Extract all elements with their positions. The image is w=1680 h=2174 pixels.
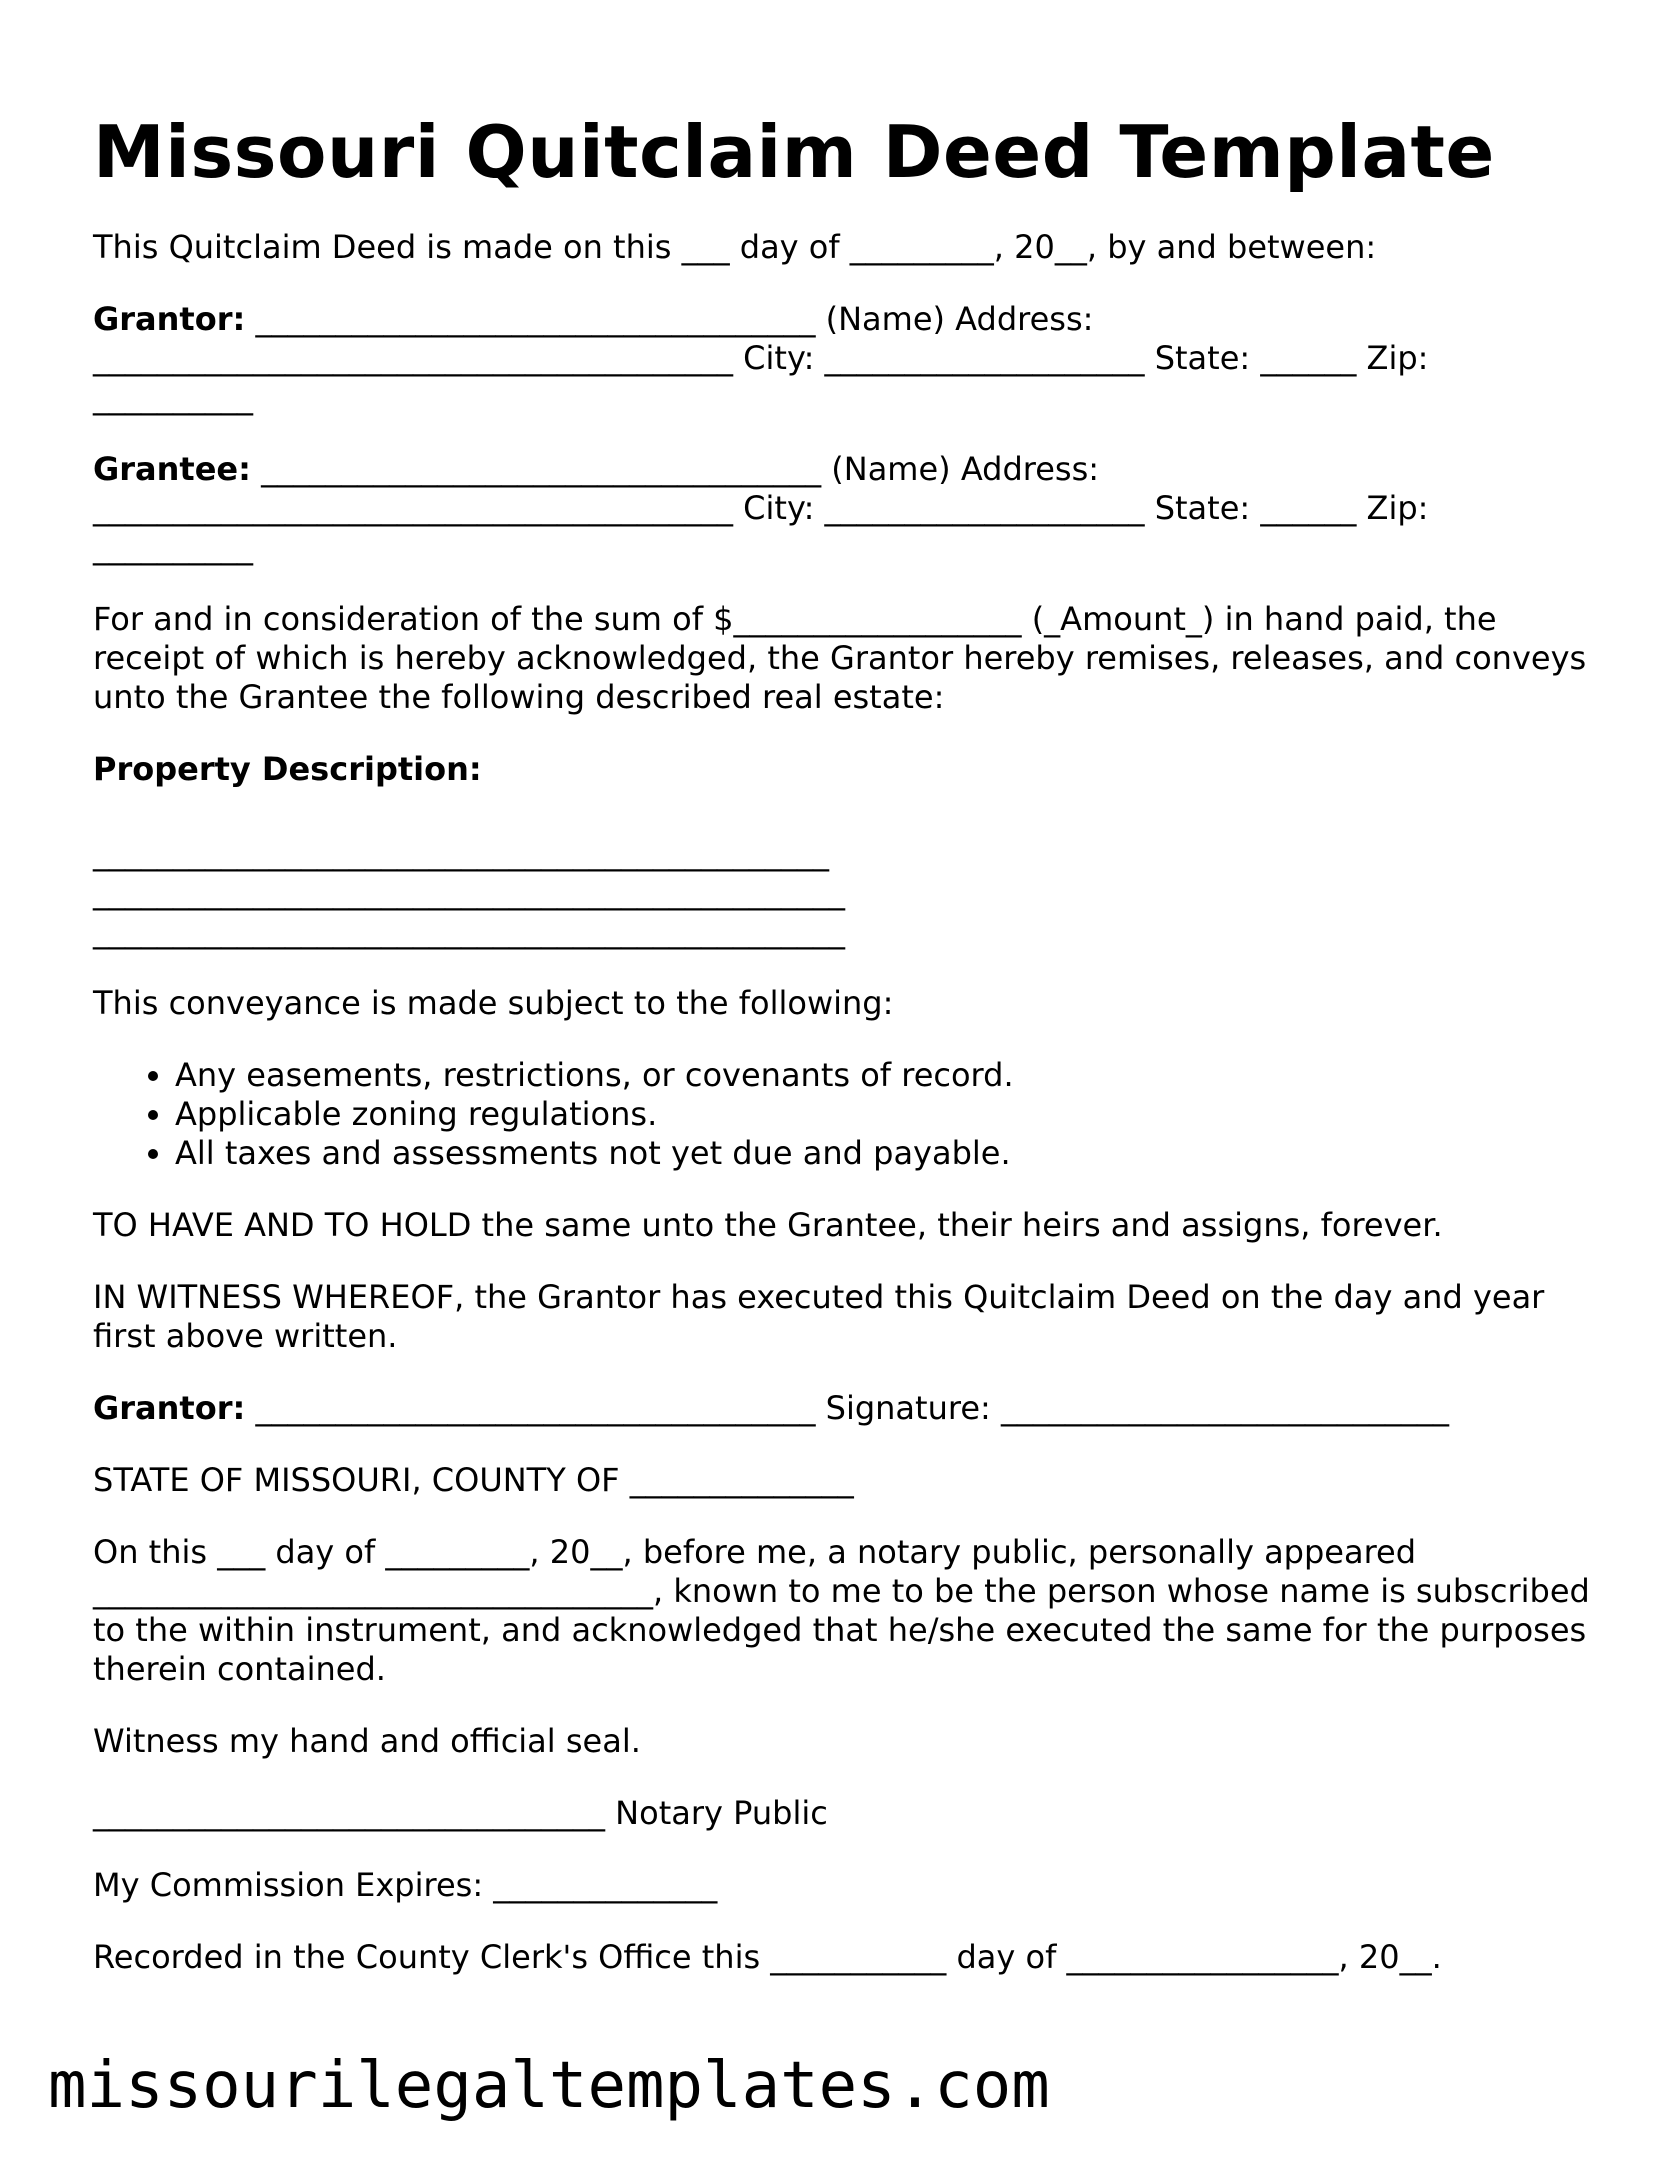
- habendum-clause: TO HAVE AND TO HOLD the same unto the Grantee, their heirs and assigns, forever.: [93, 1206, 1443, 1244]
- intro-paragraph: This Quitclaim Deed is made on this ___ day of _________, 20__, by and between:: [93, 228, 1377, 266]
- witness-clause: IN WITNESS WHEREOF, the Grantor has executed this Quitclaim Deed on the day and year first above written.: [93, 1278, 1555, 1355]
- property-line: _______________________________________________: [93, 873, 845, 911]
- signature-grantor-label: Grantor:: [93, 1389, 246, 1427]
- grantee-label: Grantee:: [93, 450, 251, 488]
- consideration-paragraph: For and in consideration of the sum of $__________________ (_Amount_) in hand paid, the receipt of which is hereby acknowledged, the Grantor hereby remises, releases, and conveys unto the Grantee the following described real estate:: [93, 600, 1597, 716]
- grantor-label: Grantor:: [93, 300, 246, 338]
- signature-block: [93, 1389, 1593, 1428]
- list-item: • Any easements, restrictions, or covenants of record.: [175, 1056, 1593, 1095]
- list-item: • All taxes and assessments not yet due and payable.: [175, 1134, 1593, 1173]
- subject-intro: This conveyance is made subject to the following:: [93, 984, 894, 1022]
- conditions-list: [93, 1056, 1593, 1173]
- document-page: [93, 110, 1600, 2010]
- property-description-lines: [93, 834, 1593, 951]
- commission-line: My Commission Expires: ______________: [93, 1866, 718, 1904]
- notary-line: ________________________________ Notary Public: [93, 1794, 828, 1832]
- grantor-fields: ___________________________________ (Name) Address: ________________________________________ City: ____________________ State: ______ Zip: __________: [93, 300, 1439, 416]
- grantee-fields: ___________________________________ (Name) Address: ________________________________________ City: ____________________ State: ______ Zip: __________: [93, 450, 1439, 566]
- signature-fields: ___________________________________ Signature: ____________________________: [245, 1389, 1449, 1427]
- recorded-line: Recorded in the County Clerk's Office this ___________ day of _________________, 20__.: [93, 1938, 1442, 1976]
- state-county-line: STATE OF MISSOURI, COUNTY OF ______________: [93, 1461, 854, 1499]
- document-title: Missouri Quitclaim Deed Template: [93, 110, 1495, 194]
- property-heading: Property Description:: [93, 750, 482, 788]
- seal-line: Witness my hand and official seal.: [93, 1722, 641, 1760]
- site-watermark: missourilegaltemplates.com: [48, 2049, 1050, 2123]
- list-item: • Applicable zoning regulations.: [175, 1095, 1593, 1134]
- grantor-block: [93, 300, 1593, 417]
- grantee-block: [93, 450, 1593, 567]
- property-line: _______________________________________________: [93, 912, 845, 950]
- property-line: ______________________________________________: [93, 834, 829, 872]
- acknowledgment-paragraph: On this ___ day of _________, 20__, before me, a notary public, personally appeared ___________________________________, known to me to be the person whose name is subscribed to the within instrument, and acknowledged that he/she executed the same for the purposes therein contained.: [93, 1533, 1600, 1688]
